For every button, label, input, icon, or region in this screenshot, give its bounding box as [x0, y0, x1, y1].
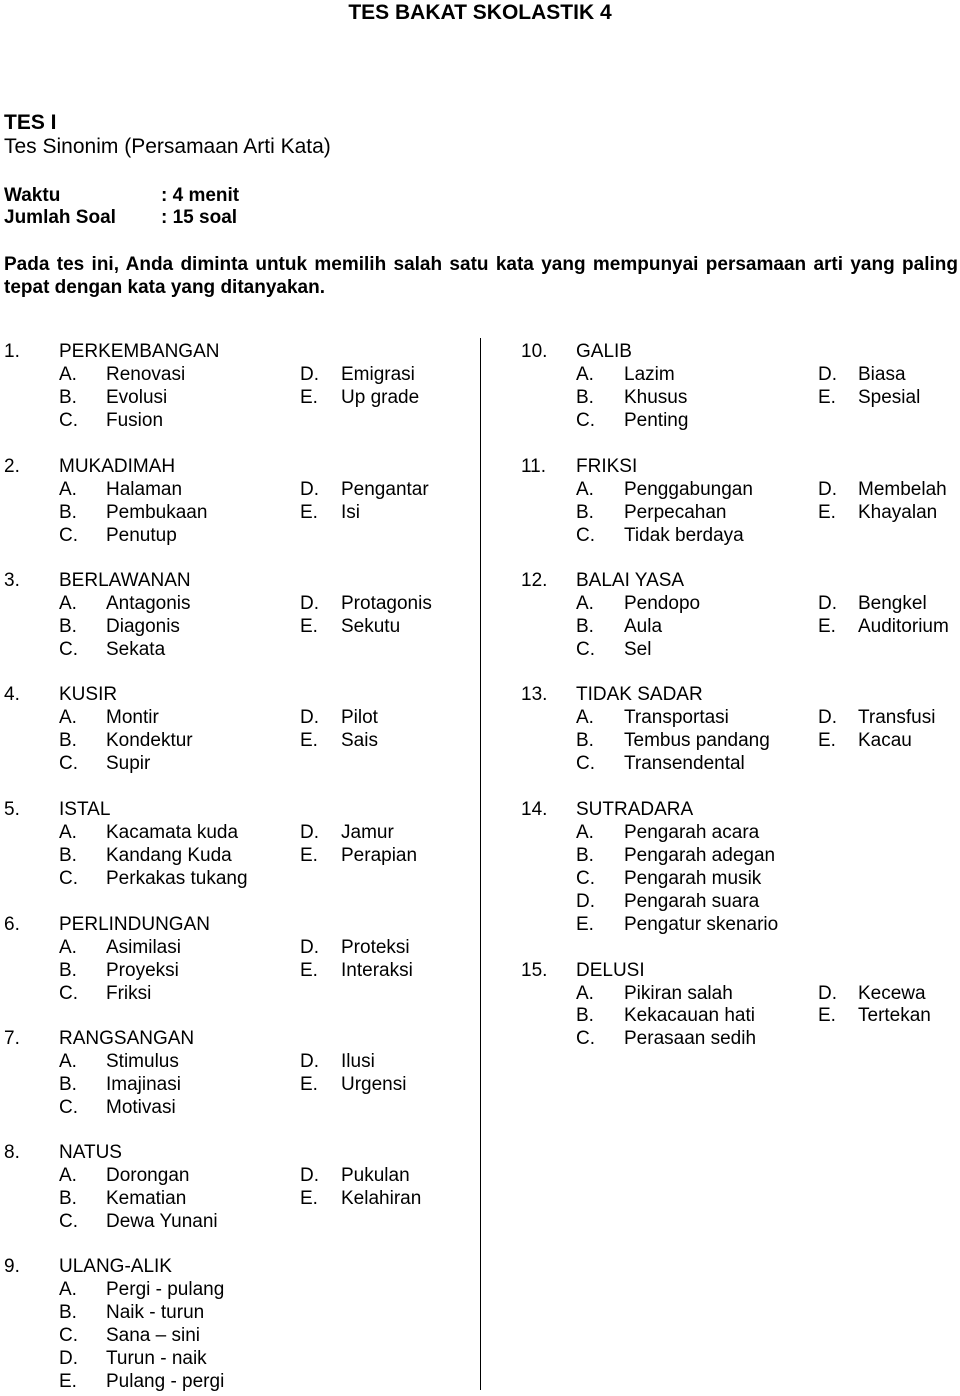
option-text: Proyeksi [106, 960, 179, 981]
question-word: RANGSANGAN [59, 1028, 195, 1049]
option-text: Transendental [624, 753, 745, 774]
option-letter: E. [300, 616, 318, 637]
option-text: Naik - turun [106, 1302, 205, 1323]
option-letter: C. [576, 639, 595, 660]
option-text: Asimilasi [106, 937, 181, 958]
question-number: 10. [521, 341, 548, 362]
option-text: Supir [106, 753, 151, 774]
question-number: 12. [521, 570, 548, 591]
option-letter: E. [300, 1074, 318, 1095]
option-text: Kematian [106, 1188, 187, 1209]
option-text: Fusion [106, 410, 164, 431]
option-letter: D. [818, 983, 837, 1004]
option-letter: D. [576, 891, 595, 912]
option-text: Sekutu [341, 616, 401, 637]
option-text: Kondektur [106, 730, 193, 751]
option-letter: D. [818, 364, 837, 385]
time-value: : 4 menit [161, 185, 240, 206]
option-text: Penggabungan [624, 479, 753, 500]
option-text: Bengkel [858, 593, 927, 614]
option-letter: B. [576, 845, 594, 866]
option-letter: B. [59, 960, 77, 981]
question-word: SUTRADARA [576, 799, 694, 820]
option-letter: C. [576, 410, 595, 431]
count-row [4, 206, 237, 229]
option-text: Transportasi [624, 707, 729, 728]
question-word: PERKEMBANGAN [59, 341, 220, 362]
option-text: Stimulus [106, 1051, 179, 1072]
option-text: Sana – sini [106, 1325, 201, 1346]
option-letter: A. [576, 707, 594, 728]
option-text: Emigrasi [341, 364, 415, 385]
option-letter: D. [300, 822, 319, 843]
option-letter: A. [59, 822, 77, 843]
option-text: Biasa [858, 364, 906, 385]
option-letter: C. [59, 1211, 78, 1232]
option-text: Motivasi [106, 1097, 176, 1118]
option-letter: D. [300, 593, 319, 614]
option-text: Kecewa [858, 983, 926, 1004]
question-word: ULANG-ALIK [59, 1256, 172, 1277]
option-text: Perapian [341, 845, 418, 866]
option-text: Antagonis [106, 593, 191, 614]
option-letter: C. [59, 1097, 78, 1118]
option-text: Imajinasi [106, 1074, 181, 1095]
question-number: 11. [521, 456, 547, 477]
question-number: 2. [4, 456, 20, 477]
option-text: Aula [624, 616, 663, 637]
question-word: ISTAL [59, 799, 111, 820]
option-letter: D. [818, 707, 837, 728]
option-text: Dewa Yunani [106, 1211, 218, 1232]
question-word: BERLAWANAN [59, 570, 191, 591]
option-letter: E. [818, 387, 836, 408]
question-number: 3. [4, 570, 20, 591]
question-word: PERLINDUNGAN [59, 914, 210, 935]
question-word: BALAI YASA [576, 570, 685, 591]
option-letter: B. [576, 616, 594, 637]
option-text: Lazim [624, 364, 675, 385]
option-letter: A. [59, 479, 77, 500]
option-letter: A. [59, 364, 77, 385]
option-text: Perkakas tukang [106, 868, 248, 889]
option-text: Sekata [106, 639, 166, 660]
option-letter: E. [576, 914, 594, 935]
option-text: Kelahiran [341, 1188, 422, 1209]
option-letter: D. [300, 1165, 319, 1186]
option-text: Interaksi [341, 960, 413, 981]
option-letter: A. [59, 1051, 77, 1072]
option-letter: A. [576, 593, 594, 614]
option-letter: D. [818, 479, 837, 500]
count-label: Jumlah Soal [4, 207, 116, 228]
time-label: Waktu [4, 185, 61, 206]
option-text: Dorongan [106, 1165, 190, 1186]
option-letter: C. [59, 525, 78, 546]
option-letter: E. [818, 502, 836, 523]
option-text: Perpecahan [624, 502, 727, 523]
question-word: MUKADIMAH [59, 456, 176, 477]
option-letter: A. [59, 1279, 77, 1300]
option-letter: A. [576, 983, 594, 1004]
option-text: Tidak berdaya [624, 525, 744, 546]
option-text: Montir [106, 707, 159, 728]
option-letter: C. [576, 868, 595, 889]
option-letter: B. [576, 730, 594, 751]
option-letter: E. [300, 502, 318, 523]
option-text: Penting [624, 410, 689, 431]
option-text: Pendopo [624, 593, 701, 614]
option-letter: D. [300, 937, 319, 958]
option-text: Kacamata kuda [106, 822, 239, 843]
option-letter: E. [300, 845, 318, 866]
option-letter: E. [59, 1371, 77, 1392]
option-text: Jamur [341, 822, 394, 843]
option-letter: D. [59, 1348, 78, 1369]
option-text: Pilot [341, 707, 378, 728]
option-text: Friksi [106, 983, 152, 1004]
option-letter: A. [59, 1165, 77, 1186]
option-letter: E. [818, 730, 836, 751]
option-letter: A. [59, 707, 77, 728]
option-text: Pengarah musik [624, 868, 762, 889]
option-letter: C. [59, 1325, 78, 1346]
option-text: Penutup [106, 525, 177, 546]
option-text: Protagonis [341, 593, 432, 614]
option-letter: A. [59, 593, 77, 614]
option-letter: B. [59, 616, 77, 637]
question-number: 14. [521, 799, 548, 820]
option-letter: C. [59, 868, 78, 889]
option-text: Khayalan [858, 502, 938, 523]
option-text: Pikiran salah [624, 983, 733, 1004]
option-text: Pengarah suara [624, 891, 760, 912]
option-text: Pengarah adegan [624, 845, 776, 866]
option-letter: A. [576, 822, 594, 843]
question-number: 8. [4, 1142, 20, 1163]
option-letter: C. [59, 639, 78, 660]
question-number: 5. [4, 799, 20, 820]
option-text: Urgensi [341, 1074, 407, 1095]
option-text: Pengatur skenario [624, 914, 779, 935]
option-text: Kandang Kuda [106, 845, 232, 866]
page-title: TES BAKAT SKOLASTIK 4 [348, 1, 612, 24]
option-text: Pukulan [341, 1165, 410, 1186]
option-letter: E. [818, 1005, 836, 1026]
option-letter: C. [576, 525, 595, 546]
option-text: Kacau [858, 730, 912, 751]
section-name: Tes Sinonim (Persamaan Arti Kata) [4, 135, 331, 158]
option-letter: C. [576, 1028, 595, 1049]
option-text: Evolusi [106, 387, 168, 408]
option-letter: A. [576, 364, 594, 385]
option-text: Pembukaan [106, 502, 208, 523]
option-text: Membelah [858, 479, 947, 500]
option-letter: C. [59, 410, 78, 431]
option-text: Up grade [341, 387, 420, 408]
option-letter: B. [59, 502, 77, 523]
option-text: Pengantar [341, 479, 429, 500]
option-letter: C. [59, 753, 78, 774]
option-letter: B. [59, 730, 77, 751]
option-letter: B. [59, 1188, 77, 1209]
instruction-text: Pada tes ini, Anda diminta untuk memilih salah satu kata yang mempunyai persamaan arti yang paling tepat dengan kata yang ditanyakan. [4, 254, 958, 298]
option-text: Sais [341, 730, 378, 751]
column-divider [480, 338, 481, 1390]
option-letter: B. [576, 387, 594, 408]
question-number: 7. [4, 1028, 20, 1049]
option-letter: E. [300, 960, 318, 981]
option-text: Khusus [624, 387, 688, 408]
option-letter: E. [300, 387, 318, 408]
question-number: 1. [4, 341, 20, 362]
question-number: 15. [521, 960, 548, 981]
option-letter: B. [576, 1005, 594, 1026]
time-row [4, 184, 239, 207]
option-text: Tertekan [858, 1005, 931, 1026]
section-code: TES I [4, 111, 57, 134]
option-letter: E. [300, 1188, 318, 1209]
option-letter: B. [59, 387, 77, 408]
option-text: Pengarah acara [624, 822, 760, 843]
option-letter: B. [59, 1074, 77, 1095]
question-word: DELUSI [576, 960, 645, 981]
count-value: : 15 soal [161, 207, 238, 228]
option-letter: A. [59, 937, 77, 958]
question-number: 9. [4, 1256, 20, 1277]
option-text: Diagonis [106, 616, 180, 637]
option-letter: D. [300, 364, 319, 385]
option-letter: D. [300, 1051, 319, 1072]
option-letter: D. [300, 707, 319, 728]
option-text: Halaman [106, 479, 183, 500]
option-text: Renovasi [106, 364, 186, 385]
option-text: Isi [341, 502, 360, 523]
question-number: 4. [4, 684, 20, 705]
option-text: Kekacauan hati [624, 1005, 755, 1026]
option-text: Proteksi [341, 937, 410, 958]
option-text: Tembus pandang [624, 730, 770, 751]
option-letter: D. [818, 593, 837, 614]
option-text: Sel [624, 639, 652, 660]
option-text: Transfusi [858, 707, 936, 728]
option-text: Spesial [858, 387, 921, 408]
option-letter: B. [59, 845, 77, 866]
option-text: Ilusi [341, 1051, 375, 1072]
option-letter: A. [576, 479, 594, 500]
option-text: Pulang - pergi [106, 1371, 225, 1392]
option-letter: C. [59, 983, 78, 1004]
question-word: NATUS [59, 1142, 122, 1163]
option-letter: E. [818, 616, 836, 637]
question-word: GALIB [576, 341, 632, 362]
option-letter: D. [300, 479, 319, 500]
option-text: Auditorium [858, 616, 949, 637]
question-word: KUSIR [59, 684, 118, 705]
question-word: FRIKSI [576, 456, 638, 477]
option-letter: C. [576, 753, 595, 774]
question-number: 13. [521, 684, 548, 705]
option-letter: B. [59, 1302, 77, 1323]
question-word: TIDAK SADAR [576, 684, 703, 705]
option-letter: E. [300, 730, 318, 751]
option-text: Perasaan sedih [624, 1028, 757, 1049]
question-number: 6. [4, 914, 20, 935]
option-letter: B. [576, 502, 594, 523]
option-text: Turun - naik [106, 1348, 207, 1369]
option-text: Pergi - pulang [106, 1279, 225, 1300]
